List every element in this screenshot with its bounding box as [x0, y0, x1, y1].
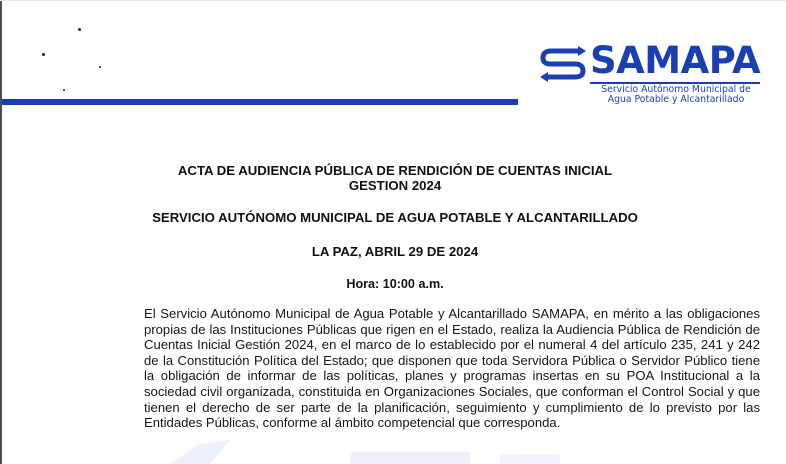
header-bar: [2, 99, 518, 105]
scan-speck: [63, 89, 65, 91]
document-title-line1: ACTA DE AUDIENCIA PÚBLICA DE RENDICIÓN DE CUENTAS INICIAL: [177, 163, 613, 178]
brand-subtitle-line2: Agua Potable y Alcantarillado: [607, 94, 745, 105]
brand-subtitle: [590, 85, 762, 105]
intro-paragraph: El Servicio Autónomo Municipal de Agua Potable y Alcantarillado SAMAPA, en mérito a las obligaciones propias de las Instituciones Públicas que rigen en el Estado, realiza la Audiencia Pública de Rendición de Cuentas Inicial Gestión 2024, en el marco de lo establecido por el numeral 4 del artículo 235, 241 y 242 de la Constitución Política del Estado; que disponen que toda Servidora Pública o Servidor Público tiene la obligación de informar de las políticas, planes y programas insertas en su POA Institucional a la sociedad civil organizada, constituida en Organizaciones Sociales, que conforman el Control Social y que tienen el derecho de ser parte de la planificación, seguimiento y cumplimiento de lo previsto por las Entidades Públicas, conforme al ámbito competencial que corresponda.: [144, 306, 760, 431]
entity-heading: SERVICIO AUTÓNOMO MUNICIPAL DE AGUA POTABLE Y ALCANTARILLADO: [152, 210, 638, 225]
arrows-s-logo-icon: [538, 46, 588, 82]
meeting-time: Hora: 10:00 a.m.: [346, 277, 444, 291]
document-title: [150, 163, 640, 193]
brand-name: SAMAPA: [590, 39, 761, 82]
scan-speck: [78, 28, 81, 31]
page-top-edge: [0, 0, 786, 1]
place-date: LA PAZ, ABRIL 29 DE 2024: [311, 244, 479, 259]
scan-speck: [99, 66, 101, 68]
logo-watermark: [150, 440, 786, 464]
page-left-edge: [0, 0, 2, 464]
samapa-logo: [538, 39, 764, 108]
brand-subtitle-line1: Servicio Autónomo Municipal de: [601, 84, 751, 95]
scan-speck: [42, 53, 45, 56]
document-title-line2: GESTION 2024: [348, 178, 442, 193]
